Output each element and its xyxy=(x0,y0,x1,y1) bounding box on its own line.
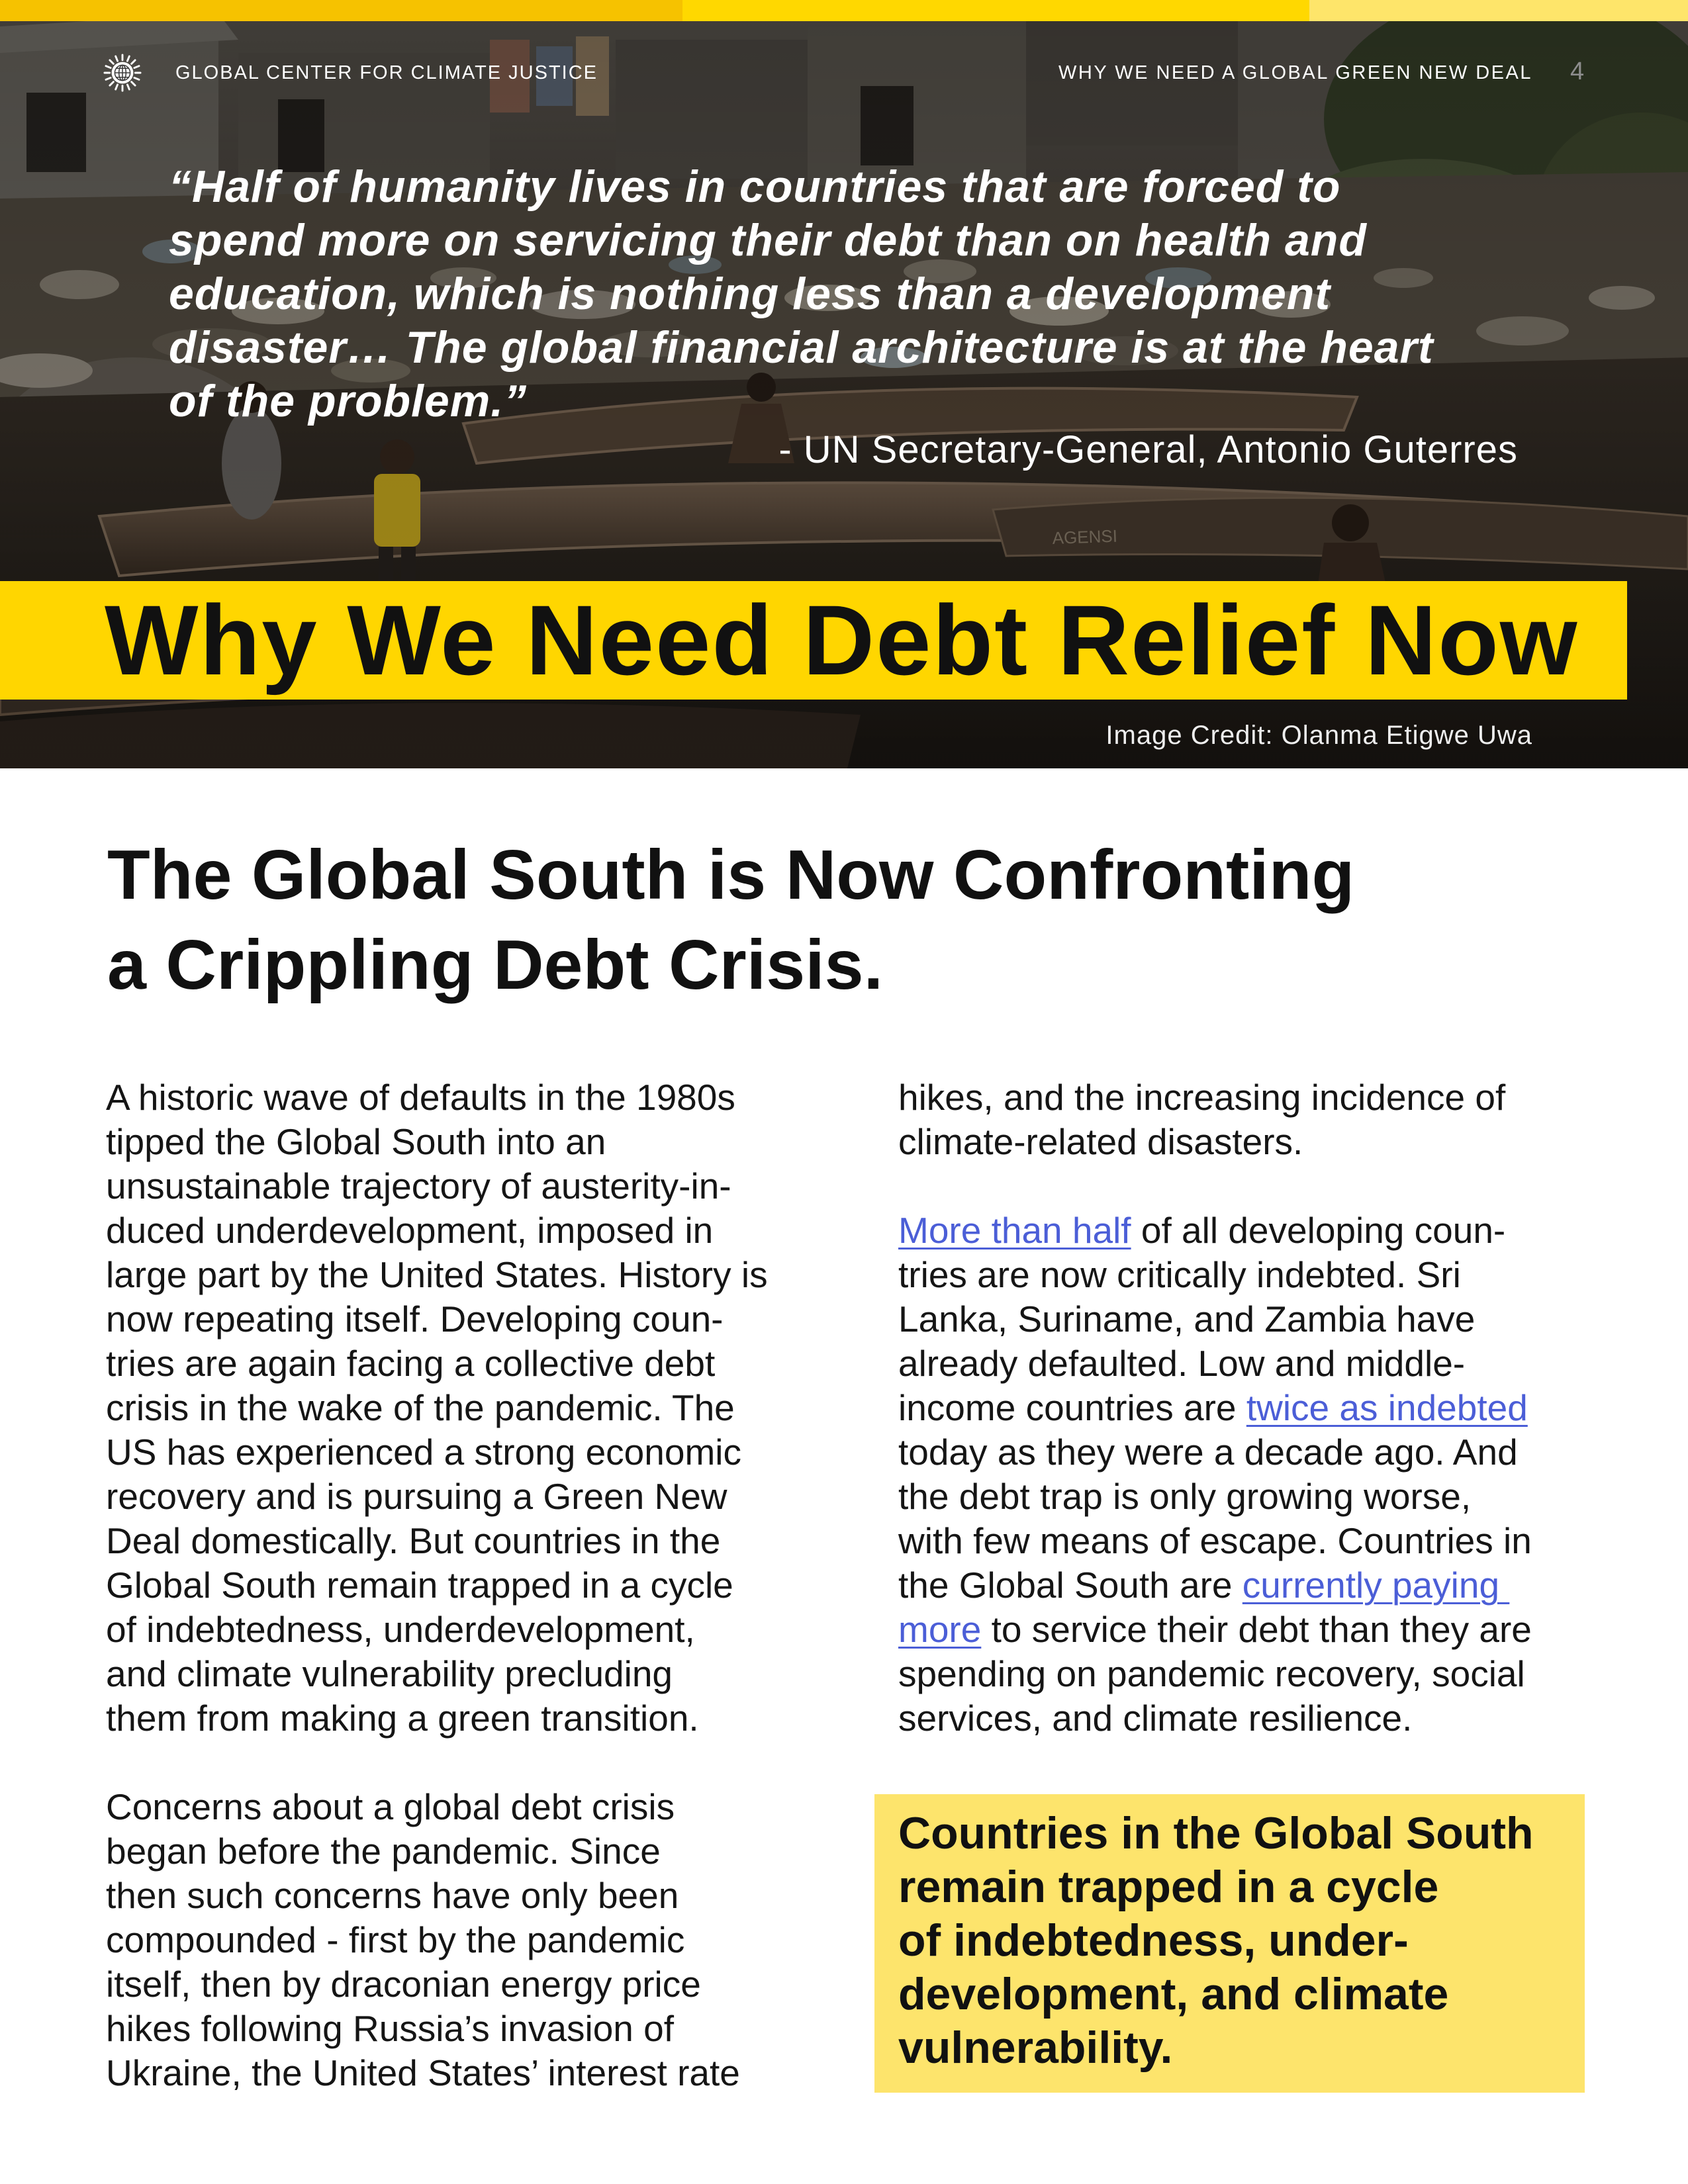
text-line: tries are again facing a collective debt xyxy=(106,1343,716,1384)
section-heading xyxy=(107,830,1354,1010)
callout-line: of indebtedness, under- xyxy=(898,1915,1409,1966)
pull-quote xyxy=(169,160,1434,428)
text-line: itself, then by draconian energy price xyxy=(106,1964,701,2005)
top-stripe-segment xyxy=(682,0,1309,21)
text-line: Concerns about a global debt crisis xyxy=(106,1786,675,1827)
section-heading-line: The Global South is Now Confronting xyxy=(107,836,1355,914)
link-more-than-half[interactable]: More than half xyxy=(898,1210,1131,1251)
text-line: compounded - first by the pandemic xyxy=(106,1919,685,1960)
paragraph xyxy=(898,1075,1626,1164)
quote-line: “Half of humanity lives in countries that are forced to xyxy=(169,161,1341,212)
text-line: Deal domestically. But countries in the xyxy=(106,1520,721,1561)
text-line xyxy=(898,1563,1626,1608)
organization-name: GLOBAL CENTER FOR CLIMATE JUSTICE xyxy=(175,62,598,83)
text-line: spending on pandemic recovery, social xyxy=(898,1653,1525,1694)
top-stripe-segment xyxy=(1309,0,1688,21)
right-column xyxy=(898,1075,1626,1785)
text-line: of indebtedness, underdevelopment, xyxy=(106,1609,695,1650)
quote-line: education, which is nothing less than a development xyxy=(169,269,1331,319)
page-title: Why We Need Debt Relief Now xyxy=(105,584,1579,696)
text-line: hikes, and the increasing incidence of xyxy=(898,1077,1506,1118)
globe-grid xyxy=(115,65,130,80)
link-currently-paying-more[interactable]: currently paying xyxy=(1242,1565,1510,1606)
text-line: today as they were a decade ago. And xyxy=(898,1432,1518,1473)
text-line: began before the pandemic. Since xyxy=(106,1831,661,1872)
text-segment: income countries are xyxy=(898,1387,1246,1428)
text-line: and climate vulnerability precluding xyxy=(106,1653,673,1694)
paragraph xyxy=(106,1075,847,1741)
link-twice-as-indebted[interactable]: twice as indebted xyxy=(1246,1387,1528,1428)
quote-line: disaster… The global financial architecture is at the heart xyxy=(169,322,1434,373)
text-line: Lanka, Suriname, and Zambia have xyxy=(898,1298,1476,1340)
series-title: WHY WE NEED A GLOBAL GREEN NEW DEAL xyxy=(1058,62,1532,83)
callout-line: Countries in the Global South xyxy=(898,1808,1534,1858)
page-number: 4 xyxy=(1570,58,1585,85)
text-line: the debt trap is only growing worse, xyxy=(898,1476,1472,1517)
text-segment: the Global South are xyxy=(898,1565,1243,1606)
paragraph xyxy=(898,1208,1626,1741)
text-segment: of all developing coun- xyxy=(1131,1210,1506,1251)
globe-sun-icon xyxy=(103,54,142,92)
link-currently-paying-more[interactable]: more xyxy=(898,1609,982,1650)
text-line: them from making a green transition. xyxy=(106,1698,699,1739)
quote-attribution: - UN Secretary-General, Antonio Guterres xyxy=(778,428,1518,471)
paragraph xyxy=(106,1785,847,2095)
text-line: Global South remain trapped in a cycle xyxy=(106,1565,733,1606)
globe-sun-icon-graphic xyxy=(103,54,142,92)
text-line xyxy=(898,1208,1626,1253)
text-line: tipped the Global South into an xyxy=(106,1121,606,1162)
text-line: recovery and is pursuing a Green New xyxy=(106,1476,727,1517)
callout-line: development, and climate xyxy=(898,1969,1449,2019)
callout-box xyxy=(874,1794,1585,2093)
text-line: large part by the United States. History is xyxy=(106,1254,768,1295)
text-line: tries are now critically indebted. Sri xyxy=(898,1254,1461,1295)
text-line: then such concerns have only been xyxy=(106,1875,679,1916)
text-line: now repeating itself. Developing coun- xyxy=(106,1298,724,1340)
text-line: unsustainable trajectory of austerity-in- xyxy=(106,1165,731,1206)
section-heading-line: a Crippling Debt Crisis. xyxy=(107,926,884,1004)
text-line xyxy=(898,1386,1626,1430)
text-line: crisis in the wake of the pandemic. The xyxy=(106,1387,735,1428)
quote-line: of the problem.” xyxy=(169,376,528,426)
text-line: duced underdevelopment, imposed in xyxy=(106,1210,714,1251)
image-credit: Image Credit: Olanma Etigwe Uwa xyxy=(1105,721,1532,750)
callout-line: remain trapped in a cycle xyxy=(898,1862,1439,1912)
text-line: already defaulted. Low and middle- xyxy=(898,1343,1466,1384)
text-segment: to service their debt than they are xyxy=(981,1609,1532,1650)
text-line xyxy=(898,1608,1626,1652)
text-line: hikes following Russia’s invasion of xyxy=(106,2008,675,2049)
text-line: services, and climate resilience. xyxy=(898,1698,1413,1739)
text-line: A historic wave of defaults in the 1980s xyxy=(106,1077,735,1118)
text-line: climate-related disasters. xyxy=(898,1121,1303,1162)
callout-line: vulnerability. xyxy=(898,2023,1173,2073)
text-line: Ukraine, the United States’ interest rate xyxy=(106,2052,740,2093)
quote-line: spend more on servicing their debt than on health and xyxy=(169,215,1367,265)
text-line: with few means of escape. Countries in xyxy=(898,1520,1532,1561)
top-stripe-segment xyxy=(0,0,682,21)
hero-photo-banner xyxy=(0,0,1688,768)
text-line: US has experienced a strong economic xyxy=(106,1432,741,1473)
left-column xyxy=(106,1075,847,2140)
